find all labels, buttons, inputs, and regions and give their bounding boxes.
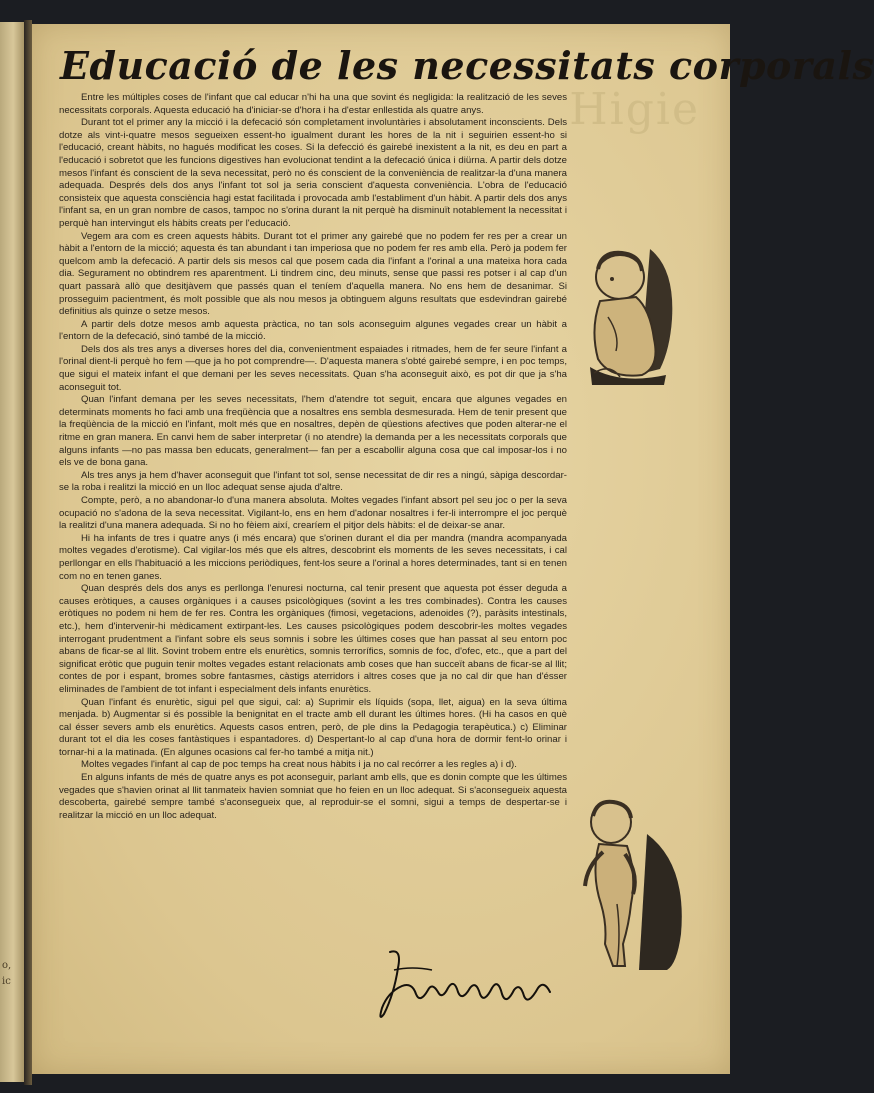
author-signature xyxy=(372,944,562,1026)
facing-page-fragment: o, xyxy=(2,960,12,971)
paragraph: Als tres anys ja hem d'haver aconseguit que l'infant tot sol, sense necessitat de dir res a ningú, sàpiga descordar-se la roba i realitzi la micció en un lloc adequat sense ajuda d'altre. xyxy=(59,469,567,494)
article-title: Educació de les necessitats corporals xyxy=(60,43,874,88)
paragraph: Entre les múltiples coses de l'infant que cal educar n'hi ha una que sovint és negligida: la realització de les seves necessitats corporals. Aquesta educació ha d'iniciar-se d'hora i ha d'estar enllestida als quatre anys. xyxy=(59,92,567,116)
book-binding xyxy=(24,20,32,1085)
paragraph: Quan després dels dos anys es perllonga l'enuresi nocturna, cal tenir present que aquesta pot ésser deguda a causes eròtiques, a causes orgàniques i a causes psicològiques (sovint a les tres combinades). Contra les causes eròtiques no podem ni hem de fer res. Contra les orgàniques (fimosi, vegetacions, adenoides (?), paràsits intestinals, etc.), hem d'intervenir-hi mèdicament extirpant-les. Les causes psicològiques podem descobrir-les moltes vegades interrogant prudentment a l'infant sobre els seus somnis i sobre les últimes coses que han passat al seu entorn poc abans de ficar-se al llit. Sovint trobem entre els enurètics, somnis terrorífics, somnis de foc, d'ofec, etc., que a part del significat eròtic que puguin tenir moltes vegades estant relacionats amb coses que han succeït abans de ficar-se al llit; contes de por i espant, bromes sobre fantasmes, càstigs aterridors i altres coses que ja no cal dir que han d'ésser eliminades de l'ambient de tot infant i especialment dels infants enurètics. xyxy=(59,583,567,695)
paragraph: A partir dels dotze mesos amb aquesta pràctica, no tan sols aconseguim algunes vegades crear un hàbit a l'entorn de la defecació, sinó també de la micció. xyxy=(59,318,567,343)
paragraph: Quan l'infant és enurètic, sigui pel que sigui, cal: a) Suprimir els líquids (sopa, llet, aigua) en la seva última menjada. b) Augmentar si és possible la benignitat en el tracte amb ell durant les últimes hores. (Hi ha casos en què cal ésser severs amb els enurètics. Aquests casos entren, però, de ple dins la Pedagogia terapèutica.) c) Eliminar durant tot el dia les coses fantàstiques i espantadores. d) Despertant-lo al cap d'una hora de dormir fent-lo orinar i tornar-hi a la matinada. (En algunes ocasions cal fer-ho també a mitja nit.) xyxy=(59,696,567,758)
paragraph: Quan l'infant demana per les seves necessitats, l'hem d'atendre tot seguit, encara que algunes vegades en determinats moments ho faci amb una freqüència que a nosaltres ens sembla desmesurada. Hem de tenir present que la freqüència de la micció en l'infant, molt més que en nosaltres, depèn de qüestions afectives que poden alterar-ne el ritme en gran manera. En canvi hem de saber interpretar (i no atendre) la demanda per a les necessitats corporals que alguns infants —no pas massa ben educats, generalment— fan per a escabollir alguna cosa que cal imposar-los i no els ve de bona gana. xyxy=(59,394,567,469)
paragraph: Compte, però, a no abandonar-lo d'una manera absoluta. Moltes vegades l'infant absort pel seu joc o per la seva ocupació no s'adona de la seva necessitat. Vigilant-lo, ens en hem d'adonar nosaltres i fer-li interrompre el joc perquè la realitzi d'una manera adequada. Si no ho fèiem així, crearíem el pitjor dels hàbits: el de deixar-se anar. xyxy=(59,495,567,532)
paragraph: Moltes vegades l'infant al cap de poc temps ha creat nous hàbits i ja no cal recórrer a les regles a) i d). xyxy=(81,759,517,771)
article-body xyxy=(59,92,567,822)
facing-page-fragment: ic xyxy=(2,976,11,987)
paragraph: Durant tot el primer any la micció i la defecació són completament involuntàries i absolutament inconscients. Dels dotze als vint-i-quatre mesos segueixen essent-ho igualment durant les hores de la nit i seguirien essent-ho si l'educació, creant hàbits, no hagués modificat les coses. Si la defecció és gairebé inexistent a la nit, es deu en part a l'educació i sobretot que les funcions digestives han evolucionat tendint a la defecació única i diürna. A partir dels dotze mesos l'infant és conscient de la seva necessitat, però no és conscient de la conveniència de realitzar-la d'una manera adequada. Després dels dos anys l'infant tot sol ja seria conscient d'aquesta conveniència. L'obra de l'educació consisteix que aquesta consciència hagi estat facilitada i provocada amb l'establiment d'un hàbit. A partir dels dos anys l'infant sa, en un gran nombre de casos, tampoc no s'orina durant la nit perquè ha disminuït notablement la necessitat i perquè han intervingut els hàbits creats per l'educació. xyxy=(59,117,567,229)
show-through-text: Higie xyxy=(569,84,700,135)
paragraph: Vegem ara com es creen aquests hàbits. Durant tot el primer any gairebé que no podem fer res per a crear un hàbit a l'entorn de la micció; aquesta és tan abundant i tan imperiosa que no podem fer res amb ella. Però ja podem fer quelcom amb la defecació. A partir dels sis mesos cal que posem cada dia l'infant a l'orinal a una mateixa hora cada dia. Segurament no obtindrem res aparentment. Li tindrem cinc, deu minuts, sense que passi res potser i al cap d'un quart passarà allò que desitjàvem que passés quan el teníem d'aquella manera. No ens hem de desanimar. Si prosseguim pacientment, és molt possible que als nou mesos ja obtinguem alguns resultats que esdevindran gairebé definitius als quinze o setze mesos. xyxy=(59,230,567,318)
paragraph: Dels dos als tres anys a diverses hores del dia, convenientment espaiades i ritmades, hem de fer seure l'infant a l'orinal dient-li perquè ho fem —que ja ho pot comprendre—. D'aquesta manera s'obté gairebé sempre, i en poc temps, que sigui el mateix infant el que demani per les seves necessitats. Quan s'ha aconseguit això, es pot dir que ja s'ha aconseguit tot. xyxy=(59,343,567,393)
facing-page-edge xyxy=(0,22,24,1082)
paragraph: En alguns infants de més de quatre anys es pot aconseguir, parlant amb ells, que es donin compte que les últimes vegades que s'havien orinat al llit tanmateix havien somniat que ho feien en un lloc adequat. Si s'aconsegueix aquesta descoberta, gairebé sempre també s'aconsegueix que, al reproduir-se el somni, sigui a temps de despertar-se i realitzar la micció en un lloc adequat. xyxy=(59,772,567,821)
paragraph: Hi ha infants de tres i quatre anys (i més encara) que s'orinen durant el dia per mandra (mandra acompanyada moltes vegades d'erotisme). Cal vigilar-los més que els altres, descobrint els moments de les seves necessitats, i cal perllongar en ells l'habituació a les miccions periòdiques, fent-los seure a l'orinal a hores determinades, tant si en tenen com no en tenen ganes. xyxy=(59,532,567,582)
magazine-page xyxy=(32,24,874,1074)
standing-child-illustration xyxy=(577,794,692,972)
child-on-potty-illustration xyxy=(580,239,690,387)
